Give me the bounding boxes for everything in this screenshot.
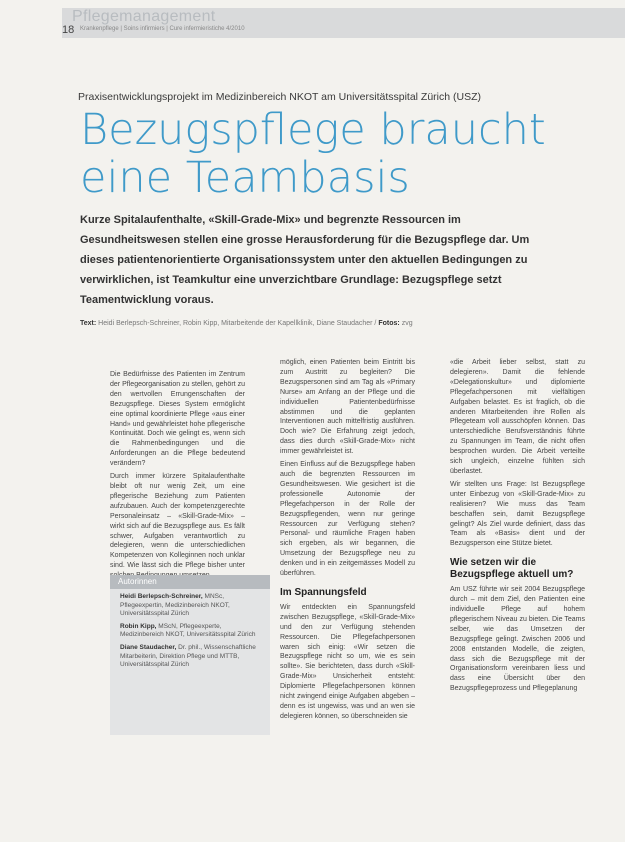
paragraph: Wir entdeckten ein Spannungsfeld zwischen Bezugspflege, «Skill-Grade-Mix» und den zur Verfügung stehenden Ressourcen. Die Pflegefachpersonen waren sich einig: «Wir setzen die Bezugspflege nicht so um, wie es sein sollte». Sie berichteten, dass durch «Skill-Grade-Mix» Unsicherheit entsteht: Diplomierte Pflegefachpersonen können nicht zwingend einige Aufgaben abgeben – denn es ist ungewiss, was und an wen sie delegieren können, so überschneiden sie	[280, 603, 415, 720]
article-title: Bezugspflege braucht eine Teambasis	[80, 105, 546, 203]
paragraph: Die Bedürfnisse des Patienten im Zentrum der Pflegeorganisation zu stellen, gehört zu den wertvollen Errungenschaften der Bezugspflege. Dieses System ermöglicht eine optimal koordinierte Pflege «aus einer Hand» und gewährleistet hohe pflegerische Kontinuität. Doch wie gelingt es, wenn sich die Rahmenbedingungen und die Anforderungen an die Pflege bedeutend verändern?	[110, 371, 245, 468]
byline-label: Text:	[80, 320, 97, 327]
author-entry	[110, 623, 270, 640]
paragraph: Wir stellten uns Frage: Ist Bezugspflege unter Einbezug von «Skill-Grade-Mix» zu realisieren? Wie muss das Team beschaffen sein, damit Bezugspflege gelingt? Als Ziel wurde definiert, dass das Team als «Basis» dient und der Bezugsperson eine Stütze bietet.	[450, 480, 585, 548]
text-column-2	[280, 358, 415, 725]
subheading: Im Spannungsfeld	[280, 586, 367, 598]
photo-credit: zvg	[401, 320, 413, 327]
author-entry	[110, 644, 270, 670]
paragraph: möglich, einen Patienten beim Eintritt bis zum Austritt zu begleiten? Die Bezugspersonen sind am Tag als «Primary Nurse» am Anfang an der Pflege und die individuellen Patientenbedürfnisse abstimmen und die geplanten Interventionen auch mittelfristig ausführen. Doch wie? Die Erfahrung zeigt jedoch, dass dies durch «Skill-Grade-Mix» nicht immer gewährleistet ist.	[280, 359, 415, 456]
photo-label: Fotos:	[378, 320, 400, 327]
article-lead: Kurze Spitalaufenthalte, «Skill-Grade-Mix» und begrenzte Ressourcen im Gesundheitswesen stellen eine grosse Herausforderung für die Bezugspflege dar. Um dieses patientenorientierte Organisationssystem unter den aktuellen Bedingungen zu verwirklichen, ist Teamkultur eine unverzichtbare Grundlage: Bezugspflege setzt Teamentwicklung voraus.	[80, 214, 530, 306]
text-column-1	[110, 370, 245, 584]
authors-box-heading: Autorinnen	[110, 575, 270, 589]
paragraph: Durch immer kürzere Spitalaufenthalte bleibt oft nur wenig Zeit, um eine pflegerische Beziehung zum Patienten aufzubauen. Auch der kompetenzgerechte Personaleinsatz – «Skill-Grade-Mix» – wirkt sich auf die Bezugspflege aus. Es fällt schwer, Aufgaben verantwortlich zu delegieren, wenn die unterschiedlichen Kompetenzen von Kolleginnen noch unklar sind. Wie lässt sich die Pflege bisher unter	[110, 473, 245, 570]
byline	[80, 320, 560, 327]
paragraph: Einen Einfluss auf die Bezugspflege haben auch die begrenzten Ressourcen im Gesundheitswesen. Wie gesichert ist die professionelle Autonomie der Pflegefachperson in der Rolle der Bezugspflegenden, wenn nur geringe Ressourcen zur Verfügung stehen? Personal- und räumliche Fragen haben sich ergeben, als wir begannen, die Umsetzung der Bezugspflege neu zu denken und in ein zeitgemässes Modell zu überführen.	[280, 461, 415, 578]
author-detail: Dr. phil., Wissenschaftliche Mitarbeiterin, Direktion Pflege und MTTB, Universitätsspital Zürich	[120, 643, 256, 669]
paragraph: Am USZ führte wir seit 2004 Bezugspflege durch – mit dem Ziel, den Patienten eine individuelle Pflege auf hohem pflegerischem Niveau zu bieten. Die Teams selber, wie das Umsetzen der Bezugspflege gelingt. Zwischen 2006 und 2008 entstanden Modelle, die zeigten, dass sich die Bezugspflege mit der Organisationsform vereinbaren liess und dass eine Übersicht über den Bezugspflegeprozess und Pflegeplanung	[450, 586, 585, 693]
text-column-3	[450, 358, 585, 697]
author-entry	[110, 593, 270, 619]
author-name: Heidi Berlepsch-Schreiner,	[120, 593, 203, 600]
author-detail: MNSc, Pflegeexpertin, Medizinbereich NKOT, Universitätsspital Zürich	[120, 593, 230, 618]
paragraph: «die Arbeit lieber selbst, statt zu delegieren». Damit die fehlende «Delegationskultur» und diplomierte Pflegefachpersonen mit vielfältigen Aufgaben belastet. Es ist fraglich, ob die anderen Mitarbeitenden ihre Rollen als Pflegeteam voll ausschöpfen können. Das unterschiedliche Berufsverständnis führte zu Spannungen im Team, die nicht offen besprochen wurden. Die Arbeit verteilte sich ungleich, einzelne fühlten sich überlastet.	[450, 359, 585, 475]
page-number: 18	[62, 24, 75, 36]
article-kicker: Praxisentwicklungsprojekt im Medizinbereich NKOT am Universitätsspital Zürich (USZ)	[78, 91, 482, 103]
byline-authors: Heidi Berlepsch-Schreiner, Robin Kipp, Mitarbeitende der Kapellklinik, Diane Staudacher /	[98, 320, 377, 327]
running-head: Krankenpflege | Soins infirmiers | Cure infermieristiche 4/2010	[80, 26, 245, 32]
author-detail: MScN, Pflegeexperte, Medizinbereich NKOT, Universitätsspital Zürich	[120, 622, 256, 639]
subheading: Wie setzen wir die Bezugspflege aktuell um?	[450, 557, 574, 581]
author-name: Diane Staudacher,	[120, 643, 177, 651]
authors-box	[110, 575, 270, 735]
section-title: Pflegemanagement	[72, 8, 216, 25]
author-name: Robin Kipp,	[120, 622, 157, 630]
